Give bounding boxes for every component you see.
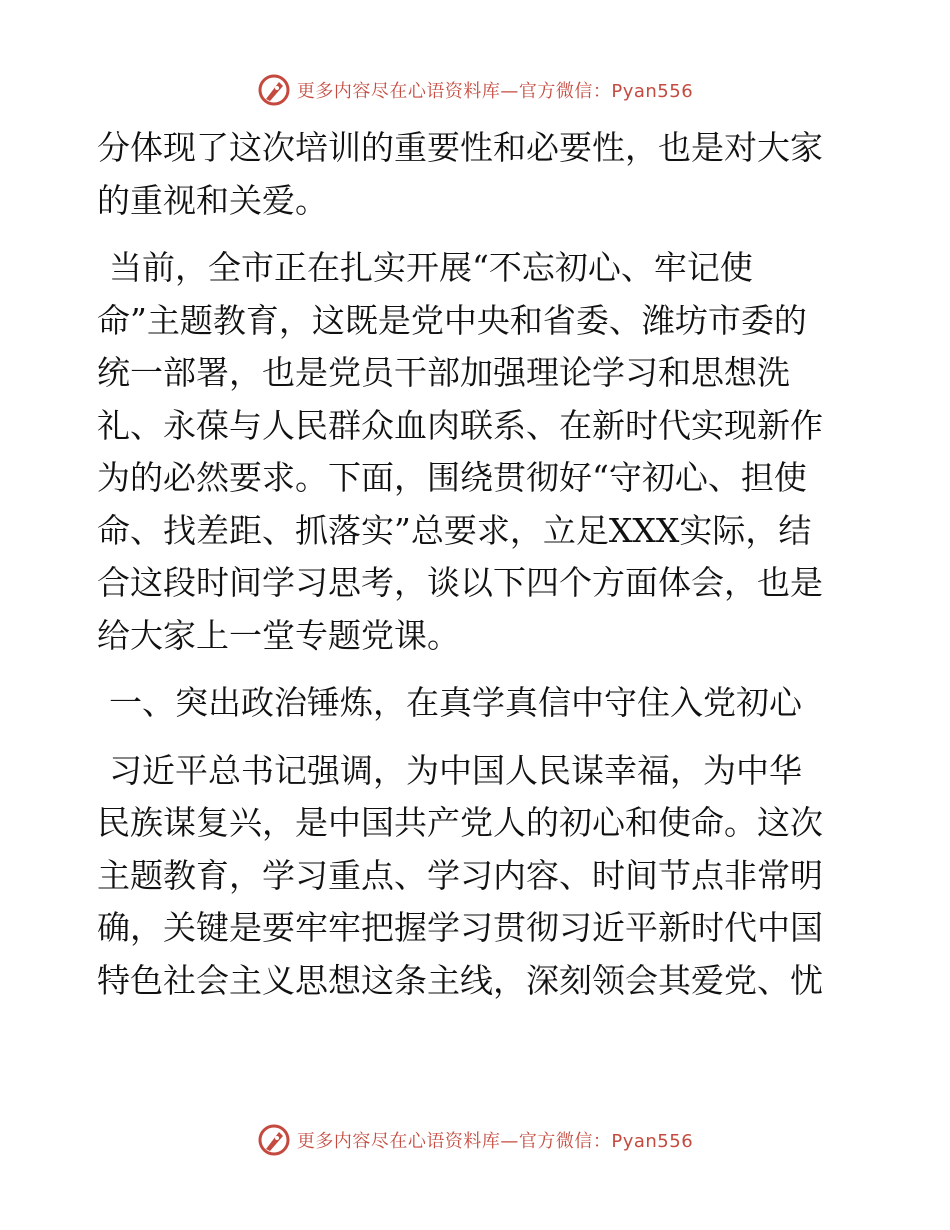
paragraph: 当前，全市正在扎实开展“不忘初心、牢记使 命”主题教育，这既是党中央和省委、潍坊市委的 统一部署，也是党员干部加强理论学习和思想洗 礼、永葆与人民群众血肉联系、在新时代实现新作 为的必然要求。下面，围绕贯彻好“守初心、担使 命、找差距、抓落实”总要求，立足XXX实际，结 合这段时间学习思考，谈以下四个方面体会，也是 给大家上一堂专题党课。 (97, 248, 823, 655)
paragraph: 习近平总书记强调，为中国人民谋幸福，为中华 民族谋复兴，是中国共产党人的初心和使命。这次 主题教育，学习重点、学习内容、时间节点非常明 确，关键是要牢牢把握学习贯彻习近平新时代中国 特色社会主义思想这条主线，深刻领会其爱党、忧 (97, 750, 823, 1000)
pen-nib-circle-icon (257, 73, 291, 107)
paragraph: 分体现了这次培训的重要性和必要性，也是对大家 的重视和关爱。 (97, 128, 823, 220)
banner-separator: — (500, 81, 519, 102)
banner-site-text: 更多内容尽在心语资料库 (296, 1131, 501, 1152)
pen-nib-circle-icon (257, 1123, 291, 1157)
section-heading: 一、突出政治锤炼，在真学真信中守住入党初心 (109, 683, 802, 722)
footer-banner (0, 1120, 950, 1160)
header-banner (0, 70, 950, 110)
banner-contact-text: 官方微信：Pyan556 (518, 81, 694, 102)
document-body (97, 122, 857, 1022)
banner-site-text: 更多内容尽在心语资料库 (296, 81, 501, 102)
banner-contact-text: 官方微信：Pyan556 (518, 1131, 694, 1152)
banner-separator: — (500, 1131, 519, 1152)
